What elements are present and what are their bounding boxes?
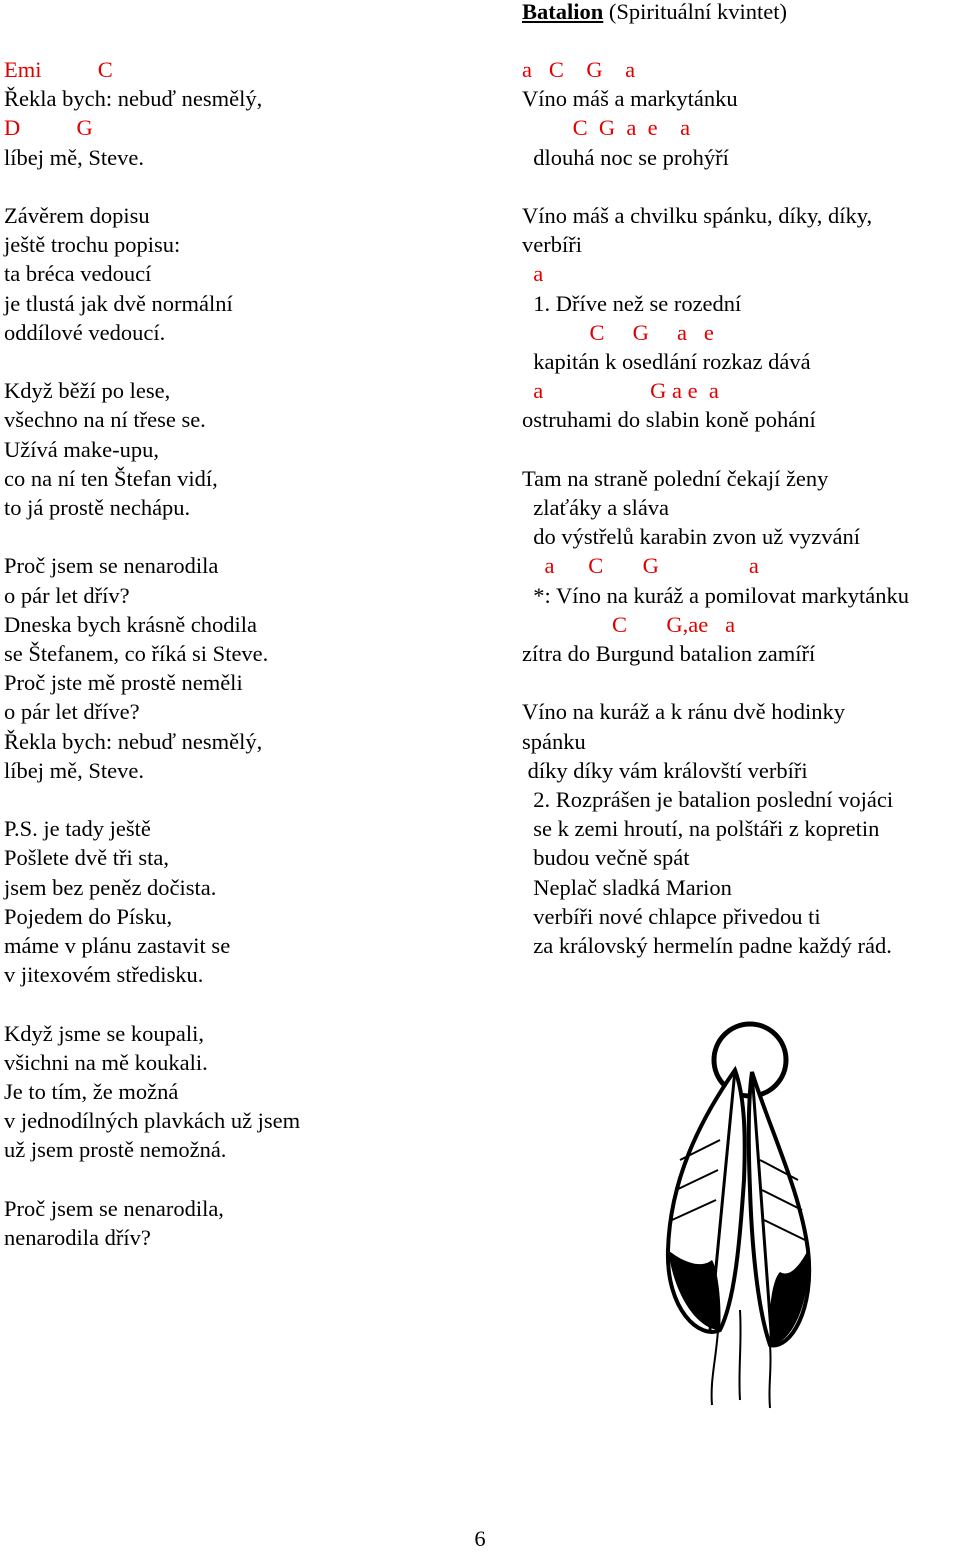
lyric-line: Užívá make-upu, — [4, 436, 159, 462]
lyric-line: dlouhá noc se prohýří — [522, 144, 729, 170]
lyric-line: Víno máš a markytánku — [522, 86, 738, 112]
lyric-line: ještě trochu popisu: — [4, 232, 181, 258]
lyric-line: Když běží po lese, — [4, 378, 171, 404]
lyric-line: Víno máš a chvilku spánku, díky, díky, — [522, 203, 873, 228]
lyric-line: Proč jsem se nenarodila — [4, 553, 219, 579]
chord-line: C G a e a — [522, 115, 691, 141]
lyric-line: to já prostě nechápu. — [4, 495, 191, 520]
lyric-line: kapitán k osedlání rozkaz dává — [522, 349, 811, 374]
lyric-line: 2. Rozprášen je batalion poslední vojáci — [522, 787, 894, 812]
song-title-author: (Spirituální kvintet) — [603, 0, 788, 24]
lyric-line: o pár let dřív? — [4, 582, 130, 608]
lyric-line: Pošlete dvě tři sta, — [4, 845, 169, 871]
lyric-line: Pojedem do Písku, — [4, 903, 173, 929]
chord-line: a G a e a — [522, 378, 719, 404]
lyric-line: je tlustá jak dvě normální — [4, 290, 233, 316]
chord-line: a C G a — [522, 57, 636, 82]
lyric-line: líbej mě, Steve. — [4, 757, 144, 783]
lyric-line: v jednodílných plavkách už jsem — [4, 1108, 301, 1134]
lyric-line: Neplač sladká Marion — [522, 874, 732, 900]
feathers-illustration — [640, 1010, 830, 1410]
lyric-line: Tam na straně polední čekají ženy — [522, 465, 829, 491]
lyric-line: ostruhami do slabin koně pohání — [522, 407, 816, 433]
lyric-line: Závěrem dopisu — [4, 203, 150, 228]
lyric-line: Je to tím, že možná — [4, 1079, 179, 1104]
lyric-line: Když jsme se koupali, — [4, 1020, 204, 1046]
lyric-line: se k zemi hroutí, na polštáři z kopretin — [522, 816, 880, 842]
lyric-line: P.S. je tady ještě — [4, 816, 151, 842]
lyric-line: jsem bez peněz dočista. — [4, 874, 217, 900]
lyric-line: všichni na mě koukali. — [4, 1049, 208, 1075]
lyric-line: budou večně spát — [522, 845, 690, 871]
lyric-line: verbíři nové chlapce přivedou ti — [522, 903, 821, 929]
right-feather — [749, 1072, 810, 1345]
lyric-line: v jitexovém středisku. — [4, 962, 204, 988]
chord-line: C G,ae a — [522, 611, 736, 637]
lyric-line: verbíři — [522, 232, 582, 258]
lyric-line: Řekla bych: nebuď nesmělý, — [4, 86, 263, 112]
lyric-line: za královský hermelín padne každý rád. — [522, 933, 892, 958]
page-number: 6 — [474, 1526, 486, 1551]
left-feather — [668, 1070, 745, 1332]
lyric-line: ta bréca vedoucí — [4, 261, 152, 287]
song-title — [522, 0, 787, 26]
chord-line: C G a e — [522, 319, 714, 345]
lyric-line: *: Víno na kuráž a pomilovat markytánku — [522, 582, 909, 608]
lyric-line: nenarodila dřív? — [4, 1225, 151, 1250]
lyric-line: líbej mě, Steve. — [4, 144, 144, 170]
lyric-line: všechno na ní třese se. — [4, 407, 206, 433]
lyric-line: 1. Dříve než se rozední — [522, 290, 742, 316]
lyric-line: o pár let dříve? — [4, 699, 140, 725]
lyric-line: oddílové vedoucí. — [4, 319, 166, 345]
chord-line: D G — [4, 115, 93, 141]
lyric-line: díky díky vám královští verbíři — [522, 757, 808, 783]
lyric-line: už jsem prostě nemožná. — [4, 1137, 227, 1163]
lyric-line: do výstřelů karabin zvon už vyzvání — [522, 524, 861, 550]
lyric-line: zítra do Burgund batalion zamíří — [522, 641, 816, 666]
lyric-line: Víno na kuráž a k ránu dvě hodinky — [522, 699, 846, 725]
chord-line: a C G a — [522, 553, 759, 579]
lyric-line: Dneska bych krásně chodila — [4, 611, 258, 637]
chord-line: Emi C — [4, 57, 113, 82]
lyric-line: Proč jsem se nenarodila, — [4, 1195, 224, 1221]
lyric-line: co na ní ten Štefan vidí, — [4, 465, 218, 491]
lyric-line: Proč jste mě prostě neměli — [4, 670, 243, 696]
lyric-line: se Štefanem, co říká si Steve. — [4, 641, 269, 666]
lyric-line: zlaťáky a sláva — [522, 495, 670, 520]
lyric-line: Řekla bych: nebuď nesmělý, — [4, 728, 263, 754]
chord-line: a — [522, 261, 544, 287]
song-title-name: Batalion — [522, 0, 604, 24]
lyric-line: spánku — [522, 728, 586, 754]
lyric-line: máme v plánu zastavit se — [4, 933, 231, 958]
